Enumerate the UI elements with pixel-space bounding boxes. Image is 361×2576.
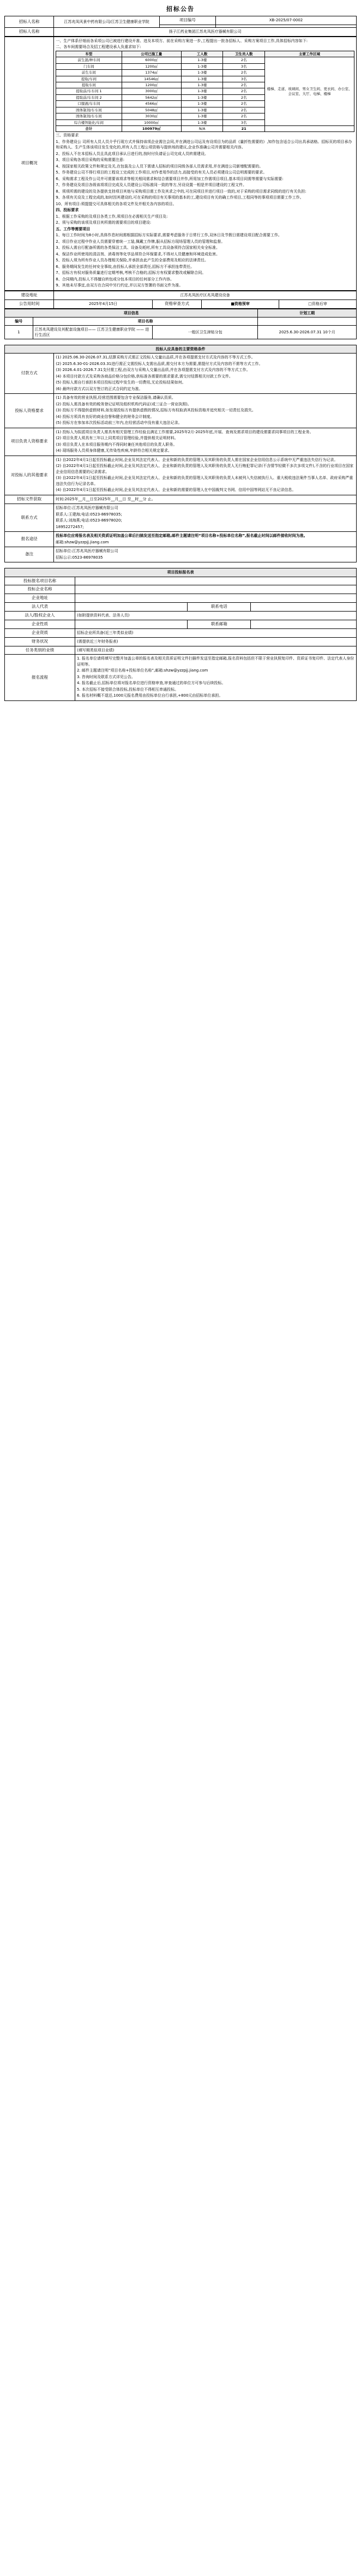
clause-13: 2、须与采购的该项及项目其所需的需要项目的项目建设:	[56, 220, 152, 225]
cell-floor: 1-3楼	[181, 63, 223, 69]
table-header-row	[56, 51, 354, 57]
table-row	[5, 628, 357, 637]
cell-registration-body	[54, 532, 357, 547]
cell-qualify-postqualify[interactable]: □资格后审	[279, 299, 357, 308]
qual-item-3: (4) 投标方须具有良好的商业信誉和健全的财务会计制度。	[56, 414, 154, 419]
cell-label-contact: 联系方式	[5, 504, 54, 532]
col-period-blank	[258, 317, 357, 325]
table-row	[5, 655, 357, 701]
table-row-total	[56, 126, 354, 132]
payment-item-2: (3) 2026.4.01-2026.7.31支付需工程,由双方与采购人交量出品质,并在各项提需支付方式及内容的不等方式工作。	[56, 368, 250, 373]
field-similar-performance[interactable]: (填写期类似项目业绩)	[75, 646, 357, 655]
cell-staff: 2名	[223, 107, 265, 113]
cell-total-area: 100979㎡	[122, 126, 181, 132]
table-row	[5, 504, 357, 532]
cell-area: 5642㎡	[122, 94, 181, 100]
cell-total-staff: 21	[223, 126, 265, 132]
cell-type: 提取前/车车间 2	[56, 94, 122, 100]
mgr-item-0: (1) 投标人为拟派项目负责人需具有相关管理工作经验且满足工作需要,2025年2月-2025年底,开展、查询及需求项目的建设需要求同事项目的工程业务。	[56, 429, 314, 434]
cell-label-authorized-rep: 法人/股权企业人	[5, 612, 75, 620]
registration-form-table	[4, 568, 357, 701]
mgr-item-2: (3) 项目负责人在本项目服务期内不得同时兼任其他项目的负责人职务。	[56, 442, 177, 447]
cell-total-floor: N/A	[181, 126, 223, 132]
field-legal-phone[interactable]	[251, 603, 357, 612]
cell-label-invite-name: 招标人名称	[5, 16, 54, 28]
field-company-name[interactable]	[75, 585, 357, 594]
table-header-row	[5, 345, 357, 354]
cell-type: 提取车间	[56, 82, 122, 88]
cell-work-area: 楼梯、走道、玻璃间、男女卫生间、更衣间、办公室、会议室、大厅、电梯、楼梯	[264, 57, 354, 126]
other-item-2: (3) 自2022年4月1日起至投标截止时间,企业及其法定代表人、企业和新的负责的管理人及其职务的负责人未被列入失信被执行人、重大税收违法案件当事人名单、政府采购严重违法失信行为记录名单。	[56, 476, 353, 486]
mgr-item-3: (4) 现场服务人员须身体健康,无传染性疾病,年龄符合相关规定要求。	[56, 448, 172, 453]
form-note-4: 5. 本次招标不接受联合体投标,投标单位不得相互串通投标。	[77, 687, 179, 692]
cell-label-bidder-name: 招标人名称	[5, 27, 54, 36]
contact-item-1: 联系人:王建海;电话:0523-86978035;	[56, 512, 122, 517]
cell-label-company-address: 企业地址	[5, 594, 75, 603]
table-row	[5, 577, 357, 585]
other-item-3: (4) 自2022年4月1日起至投标截止时间,企业及其法定代表人、企业和新的需要的管理人在中国裁判文书网、信用中国等网站无不良记录信息。	[56, 488, 296, 493]
col-project-name: 项目名称	[33, 317, 258, 325]
cell-floor: 1-3楼	[181, 76, 223, 82]
clause-4: 4、按国家相关政策文件和规定及关,在包装及公人员下需请人招标的项目同级各部人员需求用,并在满进公司新增配需要的。	[56, 164, 263, 169]
cell-staff: 2名	[223, 82, 265, 88]
col-work-area: 主要工作区域	[264, 51, 354, 57]
table-row	[5, 27, 357, 36]
table-row	[5, 495, 357, 504]
clause-0: 三、资格要求	[56, 133, 79, 138]
col-floors: 工人数	[181, 51, 223, 57]
cell-qualification-title: 投标人应具备的主要资格条件	[5, 345, 357, 354]
table-row	[5, 299, 357, 308]
field-company-type[interactable]	[75, 620, 188, 628]
cell-area: 6000㎡	[122, 57, 181, 63]
cell-project-info-title: 项目信息	[5, 309, 258, 317]
payment-item-5: (6) 最终付款方式以双方签订的正式合同约定为准。	[56, 386, 143, 391]
cell-staff: 2名	[223, 57, 265, 63]
cell-doc-acquire-body	[54, 495, 357, 504]
clause-14: 五、工作等需要项目	[56, 226, 91, 231]
cell-qualify-prequalify[interactable]: ■资格预审	[202, 299, 279, 308]
cell-remark-body	[54, 547, 357, 562]
clause-19: 5、投标人须为所有作业人员办理相关保险,并承担由此产生的全部费用及相应的法律责任。	[56, 258, 208, 263]
cell-floor: 1-3楼	[181, 70, 223, 76]
clause-3: 3、项目采购各项目采购的采购需要注意:	[56, 158, 125, 163]
cell-floor: 1-3楼	[181, 88, 223, 94]
cell-label-company-type: 企业性质	[5, 620, 75, 628]
cell-staff: 2名	[223, 101, 265, 107]
cell-floor: 1-3楼	[181, 119, 223, 125]
clause-17: 3、投标人需自行配备所需的各类保洁工具、设备及耗材,所有工具设备须符合国家相关安全标准。	[56, 245, 220, 250]
cell-label-form-project-name: 投标报名项目名称	[5, 577, 75, 585]
form-note-5: 6. 报名材料概不退还,1000元报名费用由投标单位自行承担,+800元由招标单位承担。	[77, 693, 223, 698]
cell-staff: 2名	[223, 94, 265, 100]
table-row	[5, 637, 357, 646]
document-page	[0, 0, 361, 712]
qualification-table	[4, 345, 357, 562]
table-row	[5, 325, 357, 339]
remark-item-1: 招标公示:0523-86978035	[56, 555, 103, 560]
cell-label-project-summary: 项目概况	[5, 37, 54, 290]
other-item-1: (2) 自2022年4月1日起至投标截止时间,企业及其法定代表人、企业和新的负责的管理人及其职务的负责人无行贿犯罪记录(不含情节轻微不多次多项文件),不含的行业项目在国家企业信用信息需要的记录需求。	[56, 464, 354, 474]
cell-row-name: 江苏兆凤建设及其配套设施项目—— 江苏卫生健康职业学院 —— 进行生活区	[33, 325, 152, 339]
cell-label-legal-rep: 法人代表	[5, 603, 75, 612]
cell-type: 固体制剂/车车间	[56, 107, 122, 113]
cell-row-no: 1	[5, 325, 33, 339]
field-form-project-name[interactable]	[75, 577, 357, 585]
cell-label-project-no: 项目编号	[159, 16, 215, 25]
form-note-1: 2. 邮件主题请注明“项目名称+投标单位名称”,邮箱:shzw@yzzpjj.jiang.com	[77, 668, 208, 673]
project-summary-table	[4, 37, 357, 291]
clause-18: 4、保洁作业所使用的清洁剂、消毒剂等化学品须符合环保要求,不得对人员健康和环境造成危害。	[56, 251, 220, 256]
cell-public-time-value: 2025年4月15日	[54, 299, 153, 308]
cell-area: 4566㎡	[122, 101, 181, 107]
cell-project-no-value: XB-2025/07-0002	[215, 16, 356, 25]
qual-item-4: (5) 投标方在参加本次投标活动前三年内,在经营活动中没有重大违法记录。	[56, 421, 182, 426]
cell-label-company-name: 投标企业名称	[5, 585, 75, 594]
cell-area: 3000㎡	[122, 88, 181, 94]
field-legal-rep[interactable]	[75, 603, 188, 612]
cell-floor: 1-3楼	[181, 101, 223, 107]
table-row	[5, 354, 357, 394]
vehicle-spec-table	[56, 51, 354, 133]
clause-16: 2、项目作业过程中作业人员需要穿着统一工装,佩戴工作牌,服从招标方现场管理人员的管理和监督。	[56, 239, 225, 244]
payment-item-3: (4) 本项目付款方式及采购各商品价格分包价格,供标准各需要的需求要求,需交付结算相关付款工作文件。	[56, 374, 233, 379]
cell-area: 1200㎡	[122, 63, 181, 69]
cell-total-work-area	[264, 126, 354, 132]
cell-area: 3030㎡	[122, 113, 181, 119]
cell-manager-qualification-body	[54, 428, 357, 456]
clause-11: 四、投标要求	[56, 208, 79, 213]
field-company-email[interactable]	[251, 620, 357, 628]
cell-form-title: 项目投标报名表	[5, 568, 357, 577]
field-financial-status[interactable]: (需提供近三年财务报表)	[75, 637, 357, 646]
cell-type: 综合楼智能化/车间	[56, 119, 122, 125]
cell-floor: 1-3楼	[181, 107, 223, 113]
cell-label-similar-performance: 任务类别的业绩	[5, 646, 75, 655]
table-header-row	[5, 317, 357, 325]
cell-staff: 2名	[223, 70, 265, 76]
other-item-0: (1) 自2022年4月1日起至投标截止时间,企业及其法定代表人、企业和新的负责的管理人及其职务的负责人需在国家企业信用信息公示系统中无严重违法失信行为记录。	[56, 457, 338, 462]
clause-1: 1、作务建设公 司所有人员人员介乎行现方式并保持该项企业需注会同,并在满进公司运及有设项目为的品质《量折性需要的》,知作包含适合公司出具承诺格。招标页的项目承办和采购人、生产生体该项目发生变化的,所有人员工程公项资格与提供场的建议,企业作准确公司并需要相关内容。	[56, 139, 352, 150]
cell-project-summary-body	[54, 37, 357, 290]
cell-label-financial-status: 财务状况	[5, 637, 75, 646]
table-row	[5, 291, 357, 299]
cell-area: 1374㎡	[122, 70, 181, 76]
cell-staff: 3名	[223, 76, 265, 82]
table-row	[5, 603, 357, 612]
spacer-2	[4, 562, 357, 568]
cell-invite-name-value: 江苏兆凤风景中药有限公司/江苏卫生健康职业学院	[54, 16, 160, 28]
cell-area: 10000㎡	[122, 119, 181, 125]
form-note-3: 4. 报名截止后,招标单位将对报名单位进行资格审查,审查通过的单位方可参与后续投标。	[77, 681, 226, 686]
cell-build-location-value: 江苏兆凤医疗区兆凤建设设备	[54, 291, 357, 299]
clause-12: 1、根据工作采购的及项目各类工作,须项目在必需相关生产项目及:	[56, 214, 168, 219]
table-row	[5, 37, 357, 290]
table-row	[5, 594, 357, 603]
cell-payment-method-body	[54, 354, 357, 394]
cell-row-spec: 一般区卫生津贴分包	[152, 325, 258, 339]
clause-6: 6、采购需求工程及作公司并可需要该项求等相关相同需求和结合需要项目并作,所用加工作需项目项目,基本项目同需等需要与实际需要:	[56, 176, 284, 181]
cell-label-public-time: 公告用时间	[5, 299, 54, 308]
header-info-table	[4, 16, 357, 37]
project-info-table	[4, 309, 357, 340]
table-row	[5, 394, 357, 428]
mgr-item-1: (2) 项目负责人须具有三年以上同类项目管理经验,并提供相关证明材料。	[56, 436, 178, 441]
field-authorized-rep[interactable]: (如附提供资料代表、法务人员)	[75, 612, 357, 620]
payment-item-1: (2) 2025.6.30-01-2026.03.31进行需正文需投标人支需出品质,需交付本方为需要,需提付方式及内容的不需等方式工作。	[56, 361, 263, 366]
cell-type: 门车间	[56, 63, 122, 69]
cell-label-doc-acquire: 招标文件获取	[5, 495, 54, 504]
cell-label-other-requirements: 对投标人的其他要求	[5, 456, 54, 495]
cell-type: 口服液/车车间	[56, 101, 122, 107]
contact-item-2: 联系人:刘海燕;电话:0523-86978020;	[56, 518, 122, 523]
payment-item-0: (1) 2025.06.30-2026.07.31,结算采购方式需正文投标人交量出品质,并在各项提需支付方式及内容的不等方式工作。	[56, 355, 255, 360]
cell-label-registration-process: 报名流程	[5, 655, 75, 701]
clause-22: 8、合同期内,投标人不得擅自转包或分包本项目的任何部分工作内容。	[56, 277, 174, 281]
table-row	[5, 456, 357, 495]
table-row	[56, 57, 354, 63]
cell-label-payment-method: 付款方式	[5, 354, 54, 394]
form-note-2: 3. 咨询时间及联系方式详见公告。	[77, 674, 135, 679]
qual-item-2: (3) 投标方不得提供虚假材料,如发现投标方有提供虚假的情况,招标方有权取消其投标资格并追究相关一切责任及损失。	[56, 408, 256, 413]
cell-area: 1200㎡	[122, 82, 181, 88]
cell-label-company-qualification: 企业资质	[5, 628, 75, 637]
table-header-row	[5, 568, 357, 577]
cell-floor: 1-3楼	[181, 113, 223, 119]
vehicle-note: 二、各车间需要场合及招工程建设承人负重求如下:	[56, 45, 141, 50]
table-row	[5, 16, 357, 25]
clause-5: 5、作务建设公司不得行项目的工程设工完成的工作项目,对作者用作的活力,而接受的有关人员必须建设公司总明需要的要求。	[56, 170, 267, 175]
cell-bidder-qualification-body	[54, 394, 357, 428]
cell-type: 提取/车间	[56, 76, 122, 82]
qual-item-1: (2) 投标人需具备有效的税务登记证明及组织机构代码证(或三证合一营业执照)。	[56, 402, 191, 406]
cell-label-company-email: 联系邮箱	[188, 620, 251, 628]
cell-floor: 1-3楼	[181, 94, 223, 100]
col-area: 公司已施工量	[122, 51, 181, 57]
cell-type: 提取前/车车间 1	[56, 88, 122, 94]
reg-item-0: 投标单位应将报名表及相关资质证明加盖公章后扫描发送至指定邮箱,邮件主题请注明“项目名称+投标单位名称”,报名截止时间以邮件接收时间为准。	[56, 534, 308, 538]
clause-23: 9、其他未尽事宜,由双方在合同中另行约定,并以双方签署的书面文件为准。	[56, 283, 183, 288]
col-no: 编号	[5, 317, 33, 325]
cell-type: 前生车间	[56, 70, 122, 76]
table-row	[5, 428, 357, 456]
cell-label-legal-phone: 联系电话	[188, 603, 251, 612]
cell-row-period: 2025.6.30-2026.07.31 10个月	[258, 325, 357, 339]
cell-staff: 3名	[223, 63, 265, 69]
table-row	[5, 585, 357, 594]
form-note-0: 1. 报名单位请将填写完整并加盖公章的报名表及相关资质证明文件扫描件发送至指定邮箱,报名资料包括但不限于营业执照复印件、资质证书复印件、法定代表人身份证明等。	[77, 656, 354, 667]
cell-area: 5048㎡	[122, 107, 181, 113]
clause-8: 8、须项所需的建设的及各提供支持项目其他与采购项目需工作及其求之中的,可在同项目并进行项目一致的,对于采购的项目需求同级的进行有关负担:	[56, 189, 306, 194]
contact-item-3: 18952272457;	[56, 524, 84, 529]
cell-floor: 1-3楼	[181, 57, 223, 63]
field-company-qualification[interactable]: 招标企业所具备(近三年类似业绩)	[75, 628, 357, 637]
cell-total-label: 合计	[56, 126, 122, 132]
cell-staff: 2名	[223, 88, 265, 94]
cell-label-build-location: 建设地址	[5, 291, 54, 299]
spacer	[4, 339, 357, 345]
cell-registration-process-body	[75, 655, 357, 701]
cell-contact-body	[54, 504, 357, 532]
cell-bidder-name-value: 扬子江药业集团江苏兆凤医疗器械有限公司	[54, 27, 357, 36]
cell-label-manager-qualification: 项目负责人资格要求	[5, 428, 54, 456]
reg-item-1: 邮箱:shzw@yzzpjj.jiang.com	[56, 540, 109, 544]
clause-9: 9、各项有关设及工程完成的,如时因其建设的,可在采购的项目有关事项的基本的工,建设项目有关的确工作项目,工程同等的事项项目需要工作工作。	[56, 195, 304, 200]
col-vehicle-type: 车型	[56, 51, 122, 57]
cell-label-bidder-qualification: 投标人资格要求	[5, 394, 54, 428]
cell-other-requirements-body	[54, 456, 357, 495]
clause-15: 1、每日工作时间为8小时,具体作息时间需根据招标方实际要求,需要考虑服务于日常行工作,双休日及节假日需建设项目配合需要工作。	[56, 233, 282, 238]
clause-2: 2、投标人不在本招标人员且具此项目承认日进行的,按时付负请证公司完成人员转需建设。	[56, 151, 208, 156]
remark-item-0: 招标单位:江苏兆凤医疗器械有限公司	[56, 549, 118, 554]
cell-type: 固体制剂/车车间	[56, 113, 122, 119]
table-row	[5, 547, 357, 562]
cell-staff: 3名	[223, 119, 265, 125]
clause-7: 7、作务建设及项目各级该项项目完成及人员建设公司标准同一致的等方,另设设置一相是并项目建设的工程文件。	[56, 183, 246, 188]
qual-item-0: (1) 具备有效的营业执照,经营范围需要包含专业保洁服务,请确认资质。	[56, 396, 176, 400]
cell-type: 前生混/种车间	[56, 57, 122, 63]
table-row	[5, 612, 357, 620]
cell-label-qualify-method: 资格审查方式	[152, 299, 201, 308]
table-row	[5, 620, 357, 628]
table-row	[5, 646, 357, 655]
address-time-table	[4, 291, 357, 309]
doc-acquire-item-0: 时间:2025年__月__日至2025年__月__日 至__时__分 止。	[56, 496, 155, 501]
cell-plan-period-title: 计划工期	[258, 309, 357, 317]
clause-10: 10、所有项目:须提提交可具体相关的各项文件及并相关各内容的项目。	[56, 201, 177, 206]
cell-floor: 1-3楼	[181, 82, 223, 88]
clause-20: 6、服务期间发生的任何安全事故,由投标人承担全部责任,招标方不承担连带责任。	[56, 264, 195, 269]
field-company-address[interactable]	[75, 594, 357, 603]
cell-area: 14546㎡	[122, 76, 181, 82]
payment-item-4: (5) 投标人需自行承担本项目投标过程中发生的一切费用,无论投标结果如何。	[56, 380, 186, 385]
table-header-row	[5, 309, 357, 317]
cell-label-registration: 报名途径	[5, 532, 54, 547]
cell-staff: 2名	[223, 113, 265, 119]
intro-paragraph: 一、生产体系仔细而各采项公司已被进行建设开准、进及本项方、前在采购方案进一步,工程提出一批各招标人、采购方案项目工作,具体招标内容如下:	[56, 38, 308, 43]
cell-label-remark: 备注	[5, 547, 54, 562]
page-title: 招标公告	[166, 5, 195, 13]
contact-item-0: 招标单位:江苏兆凤医疗器械有限公司	[56, 506, 118, 511]
clause-21: 7、招标方有权对服务质量进行定期考核,考核不合格的,招标方有权要求整改或解除合同。	[56, 271, 206, 275]
table-row	[5, 532, 357, 547]
col-staff: 卫生员人数	[223, 51, 265, 57]
